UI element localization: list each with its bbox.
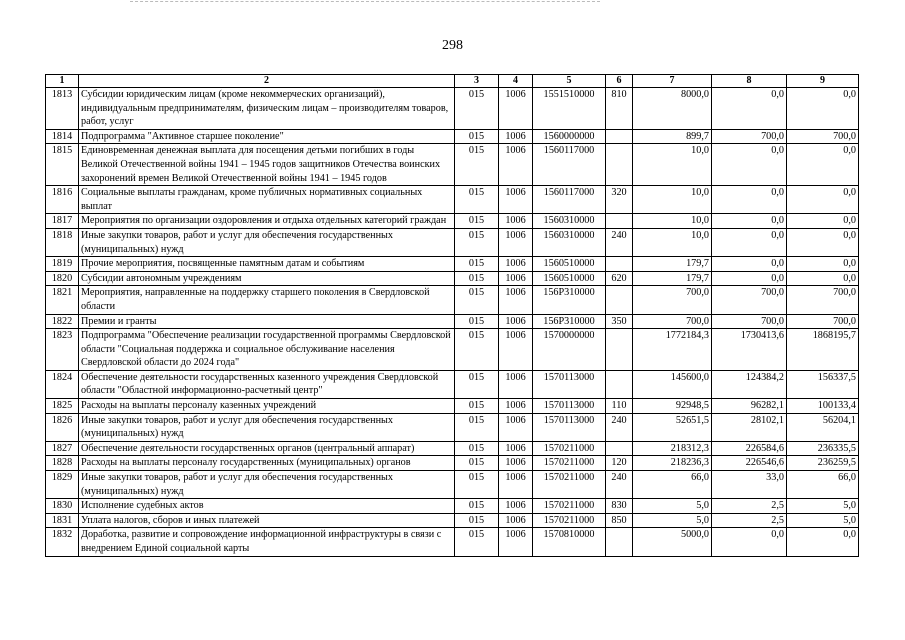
target-code-cell: 156P310000 [533,314,606,329]
section-code-cell: 1006 [499,471,533,499]
target-code-cell: 1560510000 [533,257,606,272]
row-number-cell: 1830 [46,499,79,514]
section-code-cell: 1006 [499,399,533,414]
target-code-cell: 1560310000 [533,228,606,256]
amount-col8-cell: 124384,2 [712,370,787,398]
page-number: 298 [442,38,463,53]
section-code-cell: 1006 [499,214,533,229]
expense-type-cell [606,286,633,314]
amount-col9-cell: 700,0 [787,314,859,329]
amount-col9-cell: 100133,4 [787,399,859,414]
expense-type-cell: 240 [606,228,633,256]
target-code-cell: 1570113000 [533,399,606,414]
expense-type-cell: 110 [606,399,633,414]
table-row [46,413,859,441]
item-name-cell: Уплата налогов, сборов и иных платежей [79,513,455,528]
column-header: 2 [79,75,455,88]
ministry-code-cell: 015 [455,271,499,286]
top-dashed-rule [130,1,600,2]
row-number-cell: 1814 [46,129,79,144]
table-row [46,456,859,471]
ministry-code-cell: 015 [455,471,499,499]
amount-col9-cell: 1868195,7 [787,329,859,371]
ministry-code-cell: 015 [455,214,499,229]
ministry-code-cell: 015 [455,228,499,256]
amount-col7-cell: 5,0 [633,513,712,528]
target-code-cell: 1560117000 [533,144,606,186]
table-row [46,271,859,286]
item-name-cell: Прочие мероприятия, посвященные памятным датам и событиям [79,257,455,272]
amount-col7-cell: 899,7 [633,129,712,144]
row-number-cell: 1816 [46,186,79,214]
amount-col8-cell: 1730413,6 [712,329,787,371]
row-number-cell: 1828 [46,456,79,471]
amount-col7-cell: 218312,3 [633,441,712,456]
amount-col9-cell: 0,0 [787,257,859,272]
amount-col7-cell: 10,0 [633,186,712,214]
amount-col9-cell: 236259,5 [787,456,859,471]
target-code-cell: 1570211000 [533,499,606,514]
row-number-cell: 1815 [46,144,79,186]
column-header: 3 [455,75,499,88]
table-row [46,228,859,256]
column-header: 4 [499,75,533,88]
section-code-cell: 1006 [499,513,533,528]
row-number-cell: 1822 [46,314,79,329]
amount-col7-cell: 10,0 [633,214,712,229]
ministry-code-cell: 015 [455,456,499,471]
amount-col9-cell: 56204,1 [787,413,859,441]
item-name-cell: Исполнение судебных актов [79,499,455,514]
expense-type-cell [606,329,633,371]
amount-col7-cell: 92948,5 [633,399,712,414]
row-number-cell: 1825 [46,399,79,414]
ministry-code-cell: 015 [455,370,499,398]
amount-col8-cell: 0,0 [712,186,787,214]
expense-type-cell: 240 [606,413,633,441]
expense-type-cell [606,214,633,229]
amount-col8-cell: 700,0 [712,129,787,144]
table-row [46,186,859,214]
column-header: 8 [712,75,787,88]
target-code-cell: 1570113000 [533,413,606,441]
row-number-cell: 1827 [46,441,79,456]
row-number-cell: 1813 [46,88,79,130]
row-number-cell: 1829 [46,471,79,499]
amount-col9-cell: 0,0 [787,528,859,556]
ministry-code-cell: 015 [455,257,499,272]
row-number-cell: 1817 [46,214,79,229]
expense-type-cell: 120 [606,456,633,471]
amount-col7-cell: 5000,0 [633,528,712,556]
amount-col9-cell: 5,0 [787,513,859,528]
table-row [46,513,859,528]
item-name-cell: Премии и гранты [79,314,455,329]
expense-type-cell: 830 [606,499,633,514]
amount-col7-cell: 52651,5 [633,413,712,441]
section-code-cell: 1006 [499,271,533,286]
column-header: 9 [787,75,859,88]
table-row [46,329,859,371]
ministry-code-cell: 015 [455,413,499,441]
amount-col7-cell: 8000,0 [633,88,712,130]
ministry-code-cell: 015 [455,88,499,130]
expense-type-cell [606,441,633,456]
item-name-cell: Расходы на выплаты персоналу государственных (муниципальных) органов [79,456,455,471]
amount-col7-cell: 10,0 [633,144,712,186]
table-row [46,471,859,499]
amount-col9-cell: 0,0 [787,214,859,229]
expense-type-cell: 620 [606,271,633,286]
amount-col8-cell: 0,0 [712,271,787,286]
section-code-cell: 1006 [499,456,533,471]
ministry-code-cell: 015 [455,499,499,514]
row-number-cell: 1820 [46,271,79,286]
amount-col7-cell: 66,0 [633,471,712,499]
row-number-cell: 1823 [46,329,79,371]
row-number-cell: 1826 [46,413,79,441]
amount-col7-cell: 179,7 [633,271,712,286]
item-name-cell: Социальные выплаты гражданам, кроме публичных нормативных социальных выплат [79,186,455,214]
section-code-cell: 1006 [499,370,533,398]
item-name-cell: Иные закупки товаров, работ и услуг для обеспечения государственных (муниципальных) нужд [79,471,455,499]
amount-col8-cell: 96282,1 [712,399,787,414]
ministry-code-cell: 015 [455,329,499,371]
expense-type-cell [606,144,633,186]
item-name-cell: Иные закупки товаров, работ и услуг для обеспечения государственных (муниципальных) нужд [79,413,455,441]
amount-col8-cell: 2,5 [712,513,787,528]
target-code-cell: 1560510000 [533,271,606,286]
section-code-cell: 1006 [499,286,533,314]
item-name-cell: Обеспечение деятельности государственных казенного учреждения Свердловской области "Областной информационно-расчетный центр" [79,370,455,398]
target-code-cell: 1570211000 [533,471,606,499]
expense-type-cell: 320 [606,186,633,214]
column-header: 5 [533,75,606,88]
amount-col9-cell: 66,0 [787,471,859,499]
expense-type-cell [606,370,633,398]
amount-col9-cell: 0,0 [787,271,859,286]
target-code-cell: 1560117000 [533,186,606,214]
ministry-code-cell: 015 [455,399,499,414]
expense-type-cell [606,257,633,272]
amount-col9-cell: 0,0 [787,186,859,214]
section-code-cell: 1006 [499,329,533,371]
item-name-cell: Подпрограмма "Обеспечение реализации государственной программы Свердловской области "Социальная поддержка и социальное обслуживание населения Свердловской области до 2024 года" [79,329,455,371]
row-number-cell: 1818 [46,228,79,256]
amount-col7-cell: 218236,3 [633,456,712,471]
row-number-cell: 1824 [46,370,79,398]
item-name-cell: Иные закупки товаров, работ и услуг для обеспечения государственных (муниципальных) нужд [79,228,455,256]
section-code-cell: 1006 [499,257,533,272]
expense-type-cell: 810 [606,88,633,130]
item-name-cell: Мероприятия по организации оздоровления и отдыха отдельных категорий граждан [79,214,455,229]
amount-col8-cell: 28102,1 [712,413,787,441]
target-code-cell: 1570113000 [533,370,606,398]
column-header: 1 [46,75,79,88]
table-row [46,88,859,130]
expense-type-cell [606,528,633,556]
table-row [46,144,859,186]
row-number-cell: 1831 [46,513,79,528]
item-name-cell: Мероприятия, направленные на поддержку старшего поколения в Свердловской области [79,286,455,314]
amount-col9-cell: 0,0 [787,228,859,256]
table-row [46,499,859,514]
target-code-cell: 1570211000 [533,456,606,471]
table-row [46,528,859,556]
amount-col9-cell: 700,0 [787,129,859,144]
ministry-code-cell: 015 [455,186,499,214]
header-row [46,75,859,88]
amount-col8-cell: 700,0 [712,314,787,329]
target-code-cell: 1570000000 [533,329,606,371]
item-name-cell: Единовременная денежная выплата для посещения детьми погибших в годы Великой Отечественной войны 1941 – 1945 годов защитников Отечества воинских захоронений времен Великой Отечественной войны 1941 – 1945 годов [79,144,455,186]
item-name-cell: Подпрограмма "Активное старшее поколение" [79,129,455,144]
table-row [46,214,859,229]
target-code-cell: 156P310000 [533,286,606,314]
amount-col8-cell: 2,5 [712,499,787,514]
amount-col9-cell: 0,0 [787,88,859,130]
amount-col7-cell: 700,0 [633,314,712,329]
table-row [46,286,859,314]
table-row [46,314,859,329]
target-code-cell: 1570211000 [533,441,606,456]
row-number-cell: 1819 [46,257,79,272]
amount-col9-cell: 236335,5 [787,441,859,456]
table-row [46,370,859,398]
table-row [46,441,859,456]
section-code-cell: 1006 [499,499,533,514]
section-code-cell: 1006 [499,314,533,329]
amount-col7-cell: 10,0 [633,228,712,256]
target-code-cell: 1560000000 [533,129,606,144]
item-name-cell: Обеспечение деятельности государственных органов (центральный аппарат) [79,441,455,456]
amount-col8-cell: 700,0 [712,286,787,314]
expense-type-cell: 350 [606,314,633,329]
amount-col8-cell: 0,0 [712,528,787,556]
ministry-code-cell: 015 [455,314,499,329]
section-code-cell: 1006 [499,88,533,130]
amount-col7-cell: 1772184,3 [633,329,712,371]
section-code-cell: 1006 [499,144,533,186]
budget-table [45,74,859,557]
item-name-cell: Субсидии юридическим лицам (кроме некоммерческих организаций), индивидуальным предпринимателям, физическим лицам – производителям товаров, работ, услуг [79,88,455,130]
target-code-cell: 1551510000 [533,88,606,130]
amount-col9-cell: 5,0 [787,499,859,514]
amount-col8-cell: 0,0 [712,257,787,272]
item-name-cell: Доработка, развитие и сопровождение информационной инфраструктуры в связи с внедрением Единой социальной карты [79,528,455,556]
expense-type-cell: 850 [606,513,633,528]
table-row [46,129,859,144]
column-header: 6 [606,75,633,88]
amount-col8-cell: 33,0 [712,471,787,499]
ministry-code-cell: 015 [455,528,499,556]
amount-col7-cell: 700,0 [633,286,712,314]
amount-col9-cell: 700,0 [787,286,859,314]
column-header: 7 [633,75,712,88]
amount-col8-cell: 226546,6 [712,456,787,471]
section-code-cell: 1006 [499,186,533,214]
amount-col8-cell: 0,0 [712,214,787,229]
ministry-code-cell: 015 [455,286,499,314]
row-number-cell: 1832 [46,528,79,556]
expense-type-cell [606,129,633,144]
amount-col7-cell: 5,0 [633,499,712,514]
ministry-code-cell: 015 [455,513,499,528]
table-row [46,257,859,272]
amount-col9-cell: 156337,5 [787,370,859,398]
section-code-cell: 1006 [499,129,533,144]
target-code-cell: 1570810000 [533,528,606,556]
row-number-cell: 1821 [46,286,79,314]
expense-type-cell: 240 [606,471,633,499]
amount-col7-cell: 145600,0 [633,370,712,398]
section-code-cell: 1006 [499,413,533,441]
amount-col9-cell: 0,0 [787,144,859,186]
amount-col7-cell: 179,7 [633,257,712,272]
item-name-cell: Расходы на выплаты персоналу казенных учреждений [79,399,455,414]
section-code-cell: 1006 [499,441,533,456]
ministry-code-cell: 015 [455,144,499,186]
amount-col8-cell: 0,0 [712,88,787,130]
amount-col8-cell: 0,0 [712,228,787,256]
item-name-cell: Субсидии автономным учреждениям [79,271,455,286]
section-code-cell: 1006 [499,228,533,256]
ministry-code-cell: 015 [455,129,499,144]
target-code-cell: 1570211000 [533,513,606,528]
amount-col8-cell: 226584,6 [712,441,787,456]
section-code-cell: 1006 [499,528,533,556]
table-row [46,399,859,414]
ministry-code-cell: 015 [455,441,499,456]
amount-col8-cell: 0,0 [712,144,787,186]
target-code-cell: 1560310000 [533,214,606,229]
